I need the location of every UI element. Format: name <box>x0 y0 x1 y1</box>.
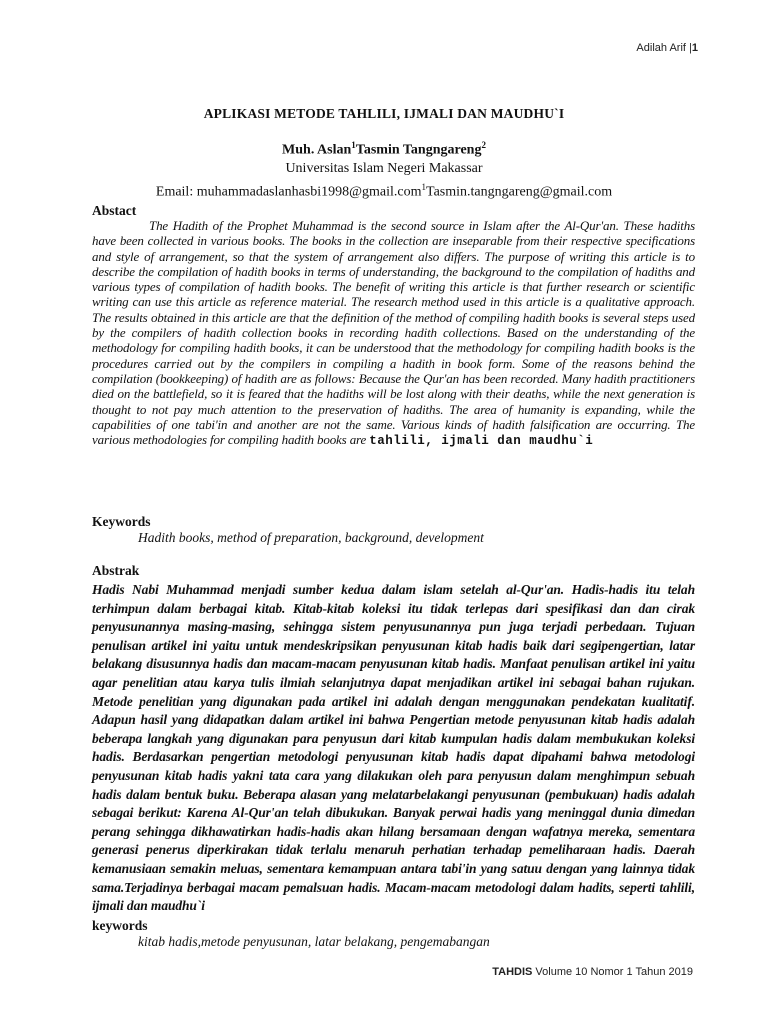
email-2: Tasmin.tangngareng@gmail.com <box>426 184 613 200</box>
author-names <box>0 136 768 160</box>
journal-issue: Volume 10 Nomor 1 Tahun 2019 <box>532 966 693 978</box>
abstract-en-heading: Abstact <box>92 203 137 218</box>
running-head <box>636 42 698 54</box>
email-1: muhammadaslanhasbi1998@gmail.com <box>196 184 422 200</box>
keywords-id-text: kitab hadis,metode penyusunan, latar belakang, pengemabangan <box>138 934 490 949</box>
author-2-sup: 2 <box>481 140 486 150</box>
journal-name: TAHDIS <box>492 966 533 978</box>
page-footer <box>492 966 693 978</box>
author-block <box>0 136 768 201</box>
email-sup: 1 <box>421 181 427 192</box>
abstract-id-heading: Abstrak <box>92 563 140 578</box>
email-line <box>0 178 768 202</box>
paper-title: APLIKASI METODE TAHLILI, IJMALI DAN MAUDHU`I <box>203 106 565 121</box>
abstract-id-body: Hadis Nabi Muhammad menjadi sumber kedua dalam islam setelah al-Qur'an. Hadis-hadis itu telah terhimpun dalam berbagai kitab. Kitab-kitab koleksi itu tidak terlepas dari spesifikasi dan dan cirak penyusunannya masing-masing, sehingga sistem penyusunannya pun juga terjadi perbedaan. Tujuan penulisan artikel ini yaitu untuk mendeskripsikan penyusunan kitab hadis baik dari segipengertian, latar belakang disusunnya hadis dan macam-macam penyusunan kitab hadis. Manfaat penulisan artikel ini yaitu agar penelitian atau karya tulis ilmiah selanjutnya dapat menjadikan artikel ini sebagai bahan rujukan. Metode penelitian yang digunakan pada artikel ini adalah dengan menggunakan pendekatan kualitatif. Adapun hasil yang didapatkan dalam artikel ini bahwa Pengertian metode penyusunan kitab hadis adalah beberapa langkah yang digunakan para penyusun dari kitab kumpulan hadis dalam membukukan koleksi hadis. Berdasarkan pengertian metodologi penyusunan kitab hadis dapat dipahami bahwa metodologi penyusunan kitab hadis yakni tata cara yang dilakukan oleh para penyusun dalam menghimpun sebuah hadis dalam bentuk buku. Beberapa alasan yang melatarbelakangi penyusunan (pembukuan) hadis adalah sebagai berikut: Karena Al-Qur'an telah dibukukan. Banyak perwai hadis yang meninggal dunia dimedan perang sehingga dikhawatirkan hadis-hadis akan hilang bersamaan dengan wafatnya mereka, sementara generasi penerus diperkirakan tidak terlalu menaruh perhatian terhadap pemeliharaan hadis. Daerah kemanusiaan semakin meluas, sementara kemampuan antara tabi'in yang satuu dengan yang lainnya tidak sama.Terjadinya berbagai macam pemalsuan hadis. Macam-macam metodologi dalam hadits, seperti tahlili, ijmali dan maudhu`i <box>92 582 695 914</box>
email-label: Email: <box>155 184 197 200</box>
abstract-en-body <box>92 218 695 449</box>
running-head-author: Adilah Arif | <box>636 42 692 54</box>
author-2: Tasmin Tangngareng <box>355 142 482 158</box>
affiliation: Universitas Islam Negeri Makassar <box>285 160 483 176</box>
page-number: 1 <box>691 42 698 54</box>
keywords-id-heading: keywords <box>92 918 148 933</box>
abstract-en-methods: tahlili, ijmali dan maudhu`i <box>369 434 594 449</box>
keywords-en-text: Hadith books, method of preparation, background, development <box>138 530 484 545</box>
abstract-en-text: The Hadith of the Prophet Muhammad is the second source in Islam after the Al-Qur'an. These hadiths have been collected in various books. The books in the collection are inseparable from their respective specifications and style of arrangement, so that the system of arrangement also differs. The purpose of writing this article is to describe the compilation of hadith books in terms of understanding, the background to the compilation of hadiths and various types of compilation of hadith books. The benefit of writing this article is that further research or scientific writing can use this article as reference material. The research method used in this article is a qualitative approach. The results obtained in this article are that the definition of the method of compiling hadith books is several steps used by the compilers of hadith collection books in recording hadith collections. Based on the understanding of the methodology for compiling hadith books, it can be understood that the methodology for compiling hadith books is the procedures carried out by the compilers in compiling a hadith in book form. Some of the reasons behind the compilation (bookkeeping) of hadith are as follows: Because the Qur'an has been recorded. Many hadith practitioners died on the battlefield, so it is feared that the hadiths will be lost along with their deaths, while the next generation is thought to not pay much attention to the preservation of hadiths. The area of humanity is expanding, while the capabilities of one tabi'in and another are not the same. Various kinds of hadith falsification are occurring. The various methodologies for compiling hadith books are <box>92 218 695 448</box>
author-1: Muh. Aslan <box>282 142 352 158</box>
keywords-en-heading: Keywords <box>92 514 151 529</box>
author-1-sup: 1 <box>351 140 356 150</box>
